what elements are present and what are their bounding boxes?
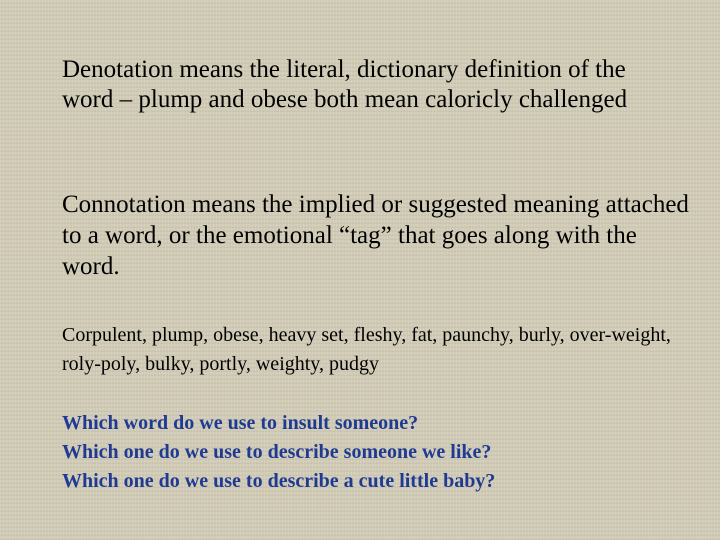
questions-block [62, 409, 702, 496]
question-insult: Which word do we use to insult someone? [62, 412, 419, 434]
denotation-paragraph: Denotation means the literal, dictionary definition of the word – plump and obese both mean caloricly challenged [62, 56, 628, 113]
word-list-paragraph: Corpulent, plump, obese, heavy set, fleshy, fat, paunchy, burly, over-weight, roly-poly, bulky, portly, weighty, pudgy [62, 324, 671, 375]
question-like: Which one do we use to describe someone we like? [62, 441, 492, 463]
connotation-paragraph: Connotation means the implied or suggested meaning attached to a word, or the emotional “tag” that goes along with the word. [62, 191, 689, 280]
question-baby: Which one do we use to describe a cute little baby? [62, 470, 496, 492]
